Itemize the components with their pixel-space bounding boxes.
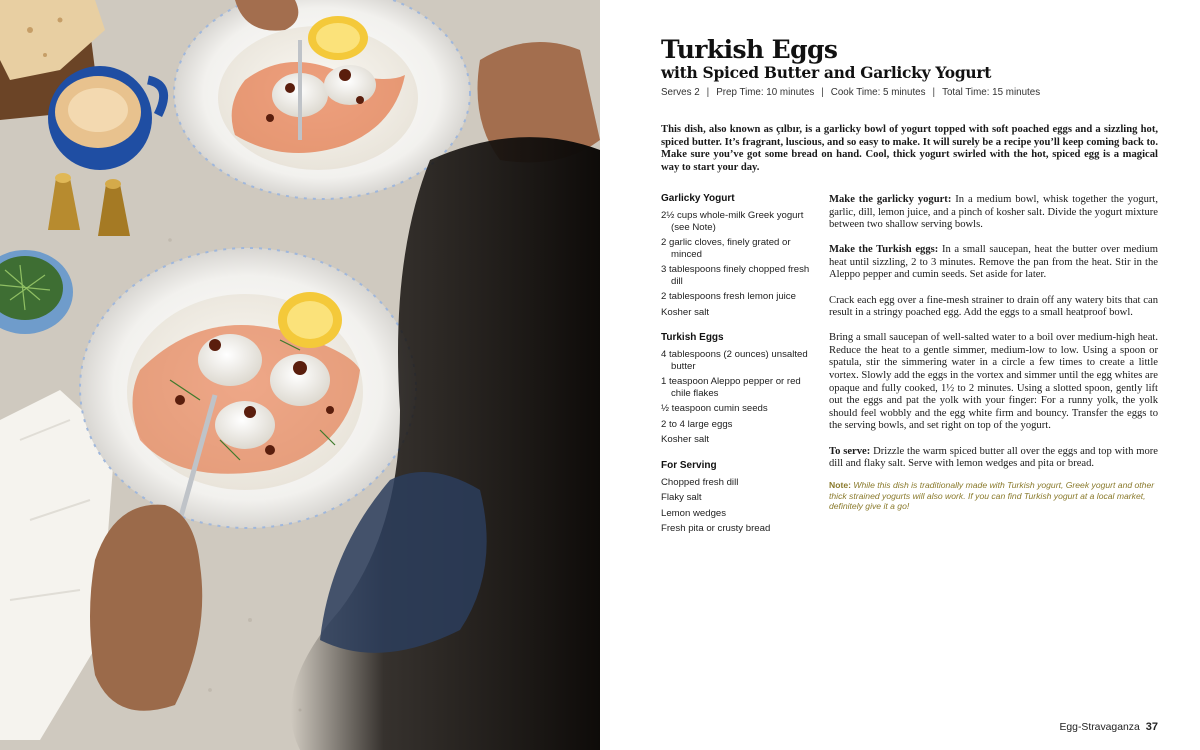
step-text: In a small saucepan, heat the butter over medium heat until sizzling, 2 to 3 minutes. Remove the pan from the heat. Stir in the Aleppo pepper and cumin seeds. Set aside for later.: [829, 244, 1158, 281]
page-footer: [1059, 721, 1158, 733]
step-lead: Make the Turkish eggs:: [829, 244, 939, 256]
ingredient-item: 4 tablespoons (2 ounces) unsalted butter: [661, 349, 808, 372]
hand-bottom: [90, 505, 202, 711]
recipe-page: [600, 0, 1200, 750]
ingredients-list: [661, 193, 813, 549]
meta-separator: |: [932, 87, 936, 98]
ingredient-group: [661, 193, 813, 318]
recipe-subtitle: with Spiced Butter and Garlicky Yogurt: [661, 63, 992, 82]
ingredient-item: 2 to 4 large eggs: [661, 418, 733, 430]
ingredient-group-heading: Garlicky Yogurt: [661, 193, 735, 204]
bottom-plate: [80, 248, 416, 528]
recipe-title: Turkish Eggs: [661, 35, 838, 64]
ingredient-group-heading: For Serving: [661, 459, 717, 471]
recipe-intro: This dish, also known as çılbır, is a garlicky bowl of yogurt topped with soft poached eggs and a sizzling hot, spiced butter. It’s fragrant, luscious, and so easy to make. It will surely be a recipe you’ll keep coming back to. Make sure you’ve got some bread on hand. Cool, thick yogurt swirled with the hot, spiced egg is a magical way to start your day.: [661, 124, 1158, 173]
note-label: Note:: [829, 480, 851, 491]
direction-step: [829, 332, 1158, 433]
footer-section-title: Egg-Stravaganza: [1059, 722, 1140, 733]
meta-total-time: Total Time: 15 minutes: [942, 87, 1041, 98]
step-text: Crack each egg over a fine-mesh strainer to drain off any watery bits that can result in a stringy poached egg. Add the eggs to a small heatproof bowl.: [829, 294, 1158, 319]
ingredient-group-heading: Turkish Eggs: [661, 332, 724, 343]
page-number: 37: [1145, 721, 1158, 733]
ingredient-item: 3 tablespoons finely chopped fresh dill: [661, 264, 810, 287]
recipe-meta: [661, 87, 1040, 98]
ingredient-item: 2 tablespoons fresh lemon juice: [661, 291, 796, 302]
step-lead: Make the garlicky yogurt:: [829, 194, 952, 205]
direction-step: [829, 446, 1158, 471]
meta-prep-time: Prep Time: 10 minutes: [716, 87, 815, 98]
ingredient-item: 2½ cups whole-milk Greek yogurt (see Note): [661, 210, 804, 233]
direction-step: [829, 295, 1158, 320]
ingredient-item: Kosher salt: [661, 434, 709, 445]
ingredient-item: ½ teaspoon cumin seeds: [661, 403, 768, 414]
ingredient-item: Chopped fresh dill: [661, 476, 739, 488]
meta-cook-time: Cook Time: 5 minutes: [830, 87, 926, 98]
meta-separator: |: [821, 87, 824, 98]
ingredient-item: Flaky salt: [661, 492, 702, 503]
ingredient-item: Kosher salt: [661, 306, 709, 318]
step-text: Bring a small saucepan of well-salted water to a boil over medium-high heat. Reduce the heat to a gentle simmer, medium-low to low. Using a spoon or spatula, stir the simmering water in a circle a few times to create a little vortex. Slowly add the eggs in the vortex and simmer until the egg whites are opaque and fully cooked, 1½ to 2 minutes. Using a slotted spoon, gently lift out the eggs and pat the yolk with your finger: For a runny yolk, the yolk should feel wobbly and the egg white firm and bouncy. Transfer the eggs to the serving bowls, and set right on top of the yogurt.: [829, 332, 1158, 432]
ingredient-item: Fresh pita or crusty bread: [661, 523, 771, 534]
direction-step: [829, 194, 1158, 232]
direction-step: [829, 244, 1158, 282]
meta-separator: |: [706, 87, 710, 98]
ingredient-group: [661, 460, 813, 535]
ingredient-item: 2 garlic cloves, finely grated or minced: [661, 237, 791, 260]
note-text: While this dish is traditionally made with Turkish yogurt, Greek yogurt and other thick strained yogurts will also work. If you can find Turkish yogurt at a local market, definitely give it a go!: [829, 480, 1155, 512]
ingredient-group: [661, 332, 813, 446]
step-lead: To serve:: [829, 445, 871, 457]
step-text: Drizzle the warm spiced butter all over the eggs and top with more dill and flaky salt. Serve with lemon wedges and pita or bread.: [829, 445, 1158, 470]
ingredient-item: Lemon wedges: [661, 507, 727, 519]
meta-serves: Serves 2: [661, 87, 700, 98]
step-text: In a medium bowl, whisk together the yogurt, garlic, dill, lemon juice, and a pinch of kosher salt. Divide the yogurt mixture between two shallow serving bowls.: [829, 194, 1158, 231]
recipe-note: [829, 480, 1158, 512]
ingredient-item: 1 teaspoon Aleppo pepper or red chile flakes: [661, 376, 801, 399]
directions: [829, 194, 1158, 512]
